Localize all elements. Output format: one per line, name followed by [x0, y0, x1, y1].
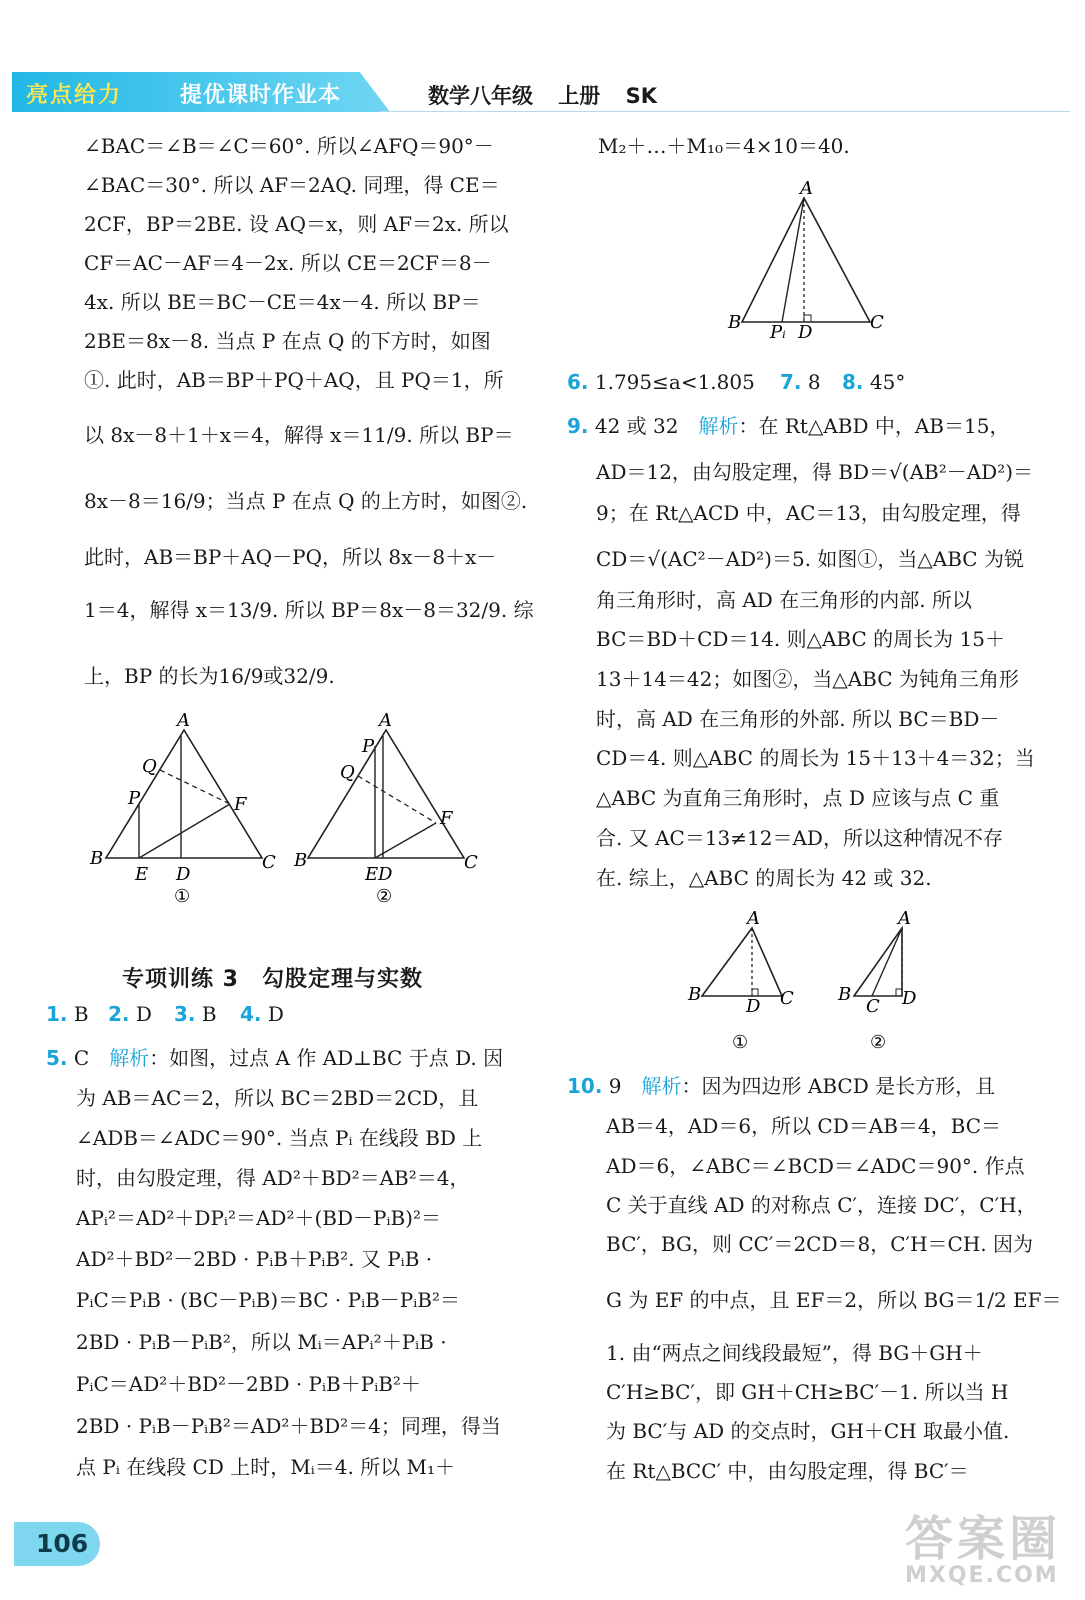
text-line: 2BD · PᵢB－PᵢB²＝AD²＋BD²＝4；同理，得当	[76, 1414, 501, 1438]
text-line: 2CF，BP＝2BE. 设 AQ＝x，则 AF＝2x. 所以	[84, 212, 509, 236]
answer-item: 4. D	[240, 1002, 284, 1026]
text-line: 2BE＝8x－8. 当点 P 在点 Q 的下方时，如图	[84, 329, 491, 353]
text-line: 上，BP 的长为16/9或32/9.	[84, 664, 335, 688]
figure-label: ②	[376, 886, 393, 907]
segment-ef	[139, 804, 230, 858]
q10-first-line: 10. 9 解析：因为四边形 ABCD 是长方形，且	[567, 1074, 996, 1098]
text-line: BC＝BD＋CD＝14. 则△ABC 的周长为 15＋	[596, 627, 1005, 651]
text-line: 1. 由“两点之间线段最短”，得 BG＋GH＋	[606, 1341, 983, 1365]
text-line: AD＝12，由勾股定理，得 BD＝√(AB²－AD²)＝	[596, 460, 1034, 484]
text-line: 在. 综上，△ABC 的周长为 42 或 32.	[596, 866, 932, 890]
text-line: C′H≥BC′，即 GH＋CH≥BC′－1. 所以当 H	[606, 1380, 1009, 1404]
watermark	[905, 1500, 1061, 1588]
label-c: C	[464, 852, 478, 873]
figure-q9-1	[687, 908, 794, 1053]
text-line: AD＝6，∠ABC＝∠BCD＝∠ADC＝90°. 作点	[606, 1154, 1025, 1178]
label-b: B	[90, 848, 104, 869]
triangle-abd	[854, 928, 902, 996]
label-d: D	[746, 996, 761, 1017]
text-line: 13＋14＝42；如图②，当△ABC 为钝角三角形	[596, 667, 1019, 691]
label-b: B	[728, 312, 742, 333]
figure-label: ②	[870, 1032, 887, 1053]
brand-title: 亮点给力	[26, 83, 123, 108]
course-title: 数学八年级 上册 SK	[428, 84, 658, 108]
label-p: P	[362, 736, 375, 757]
answer-item: 7. 8	[780, 370, 821, 394]
page-number: 106	[36, 1529, 89, 1558]
label-a: A	[898, 908, 911, 929]
text-line: 此时，AB＝BP＋AQ－PQ，所以 8x－8＋x－	[84, 545, 497, 569]
label-q: Q	[340, 762, 355, 783]
text-line: 8x－8＝16/9；当点 P 在点 Q 的上方时，如图②.	[84, 489, 528, 513]
text-line: CD＝4. 则△ABC 的周长为 15＋13＋4＝32；当	[596, 746, 1035, 770]
answer-item: 8. 45°	[842, 370, 906, 394]
text-line: 时，由勾股定理，得 AD²＋BD²＝AB²＝4，	[76, 1166, 470, 1190]
text-line: PᵢC＝PᵢB · (BC－PᵢB)＝BC · PᵢB－PᵢB²＝	[76, 1288, 461, 1312]
answer-item: 6. 1.795≤a<1.805	[567, 370, 755, 394]
figure-2	[293, 710, 478, 907]
text-line: ∠ADB＝∠ADC＝90°. 当点 Pᵢ 在线段 BD 上	[76, 1126, 483, 1150]
triangle-abc	[702, 928, 782, 996]
answer-item: 3. B	[174, 1002, 217, 1026]
text-line: ①. 此时，AB＝BP＋PQ＋AQ，且 PQ＝1，所	[84, 368, 504, 392]
page-number-badge	[14, 1522, 100, 1566]
text-line: G 为 EF 的中点，且 EF＝2，所以 BG＝1/2 EF＝	[606, 1288, 1062, 1312]
text-line: 为 AB＝AC＝2，所以 BC＝2BD＝2CD，且	[76, 1086, 479, 1110]
label-a: A	[747, 908, 760, 929]
figure-1	[89, 710, 276, 907]
text-line: M₂＋…＋M₁₀＝4×10＝40.	[598, 134, 850, 158]
label-c: C	[262, 852, 276, 873]
label-d: D	[902, 988, 917, 1009]
label-a: A	[379, 710, 392, 731]
label-e: E	[135, 864, 149, 885]
triangle-abc	[742, 198, 870, 322]
text-line: CD＝√(AC²－AD²)＝5. 如图①，当△ABC 为锐	[596, 547, 1024, 571]
answer-item: 2. D	[108, 1002, 152, 1026]
triangle-figures-q9	[680, 906, 940, 1056]
text-line: 时，高 AD 在三角形的外部. 所以 BC＝BD－	[596, 707, 1000, 731]
text-line: 合. 又 AC＝13≠12＝AD，所以这种情况不存	[596, 826, 1003, 850]
text-line: 点 Pᵢ 在线段 CD 上时，Mᵢ＝4. 所以 M₁＋	[76, 1455, 456, 1479]
label-c: C	[870, 312, 884, 333]
figure-label: ①	[732, 1032, 749, 1053]
text-line: AD²＋BD²－2BD · PᵢB＋PᵢB². 又 PᵢB ·	[76, 1247, 433, 1271]
label-d: D	[798, 322, 813, 343]
label-a: A	[177, 710, 190, 731]
text-line: APᵢ²＝AD²＋DPᵢ²＝AD²＋(BD－PᵢB)²＝	[76, 1206, 441, 1230]
label-pi: Pᵢ	[770, 322, 786, 343]
label-f: F	[234, 794, 247, 815]
label-d: D	[176, 864, 191, 885]
watermark-url: MXQE.COM	[905, 1563, 1059, 1588]
text-line: 9；在 Rt△ACD 中，AC＝13，由勾股定理，得	[596, 501, 1021, 525]
section-title: 专项训练 3 勾股定理与实数	[122, 967, 423, 992]
text-line: ∠BAC＝∠B＝∠C＝60°. 所以∠AFQ＝90°－	[84, 134, 494, 158]
label-p: P	[128, 788, 141, 809]
text-line: ∠BAC＝30°. 所以 AF＝2AQ. 同理，得 CE＝	[84, 173, 500, 197]
segment-qf-2	[358, 776, 436, 823]
text-line: CF＝AC－AF＝4－2x. 所以 CE＝2CF＝8－	[84, 251, 492, 275]
text-line: 在 Rt△BCC′ 中，由勾股定理，得 BC′＝	[606, 1459, 969, 1483]
segment-ac	[872, 928, 902, 996]
text-line: BC′，BG，则 CC′＝2CD＝8，C′H＝CH. 因为	[606, 1232, 1033, 1256]
label-e: E	[365, 864, 379, 885]
label-b: B	[838, 984, 852, 1005]
text-line: C 关于直线 AD 的对称点 C′，连接 DC′，C′H，	[606, 1193, 1037, 1217]
label-f: F	[440, 808, 453, 829]
answer-item: 1. B	[46, 1002, 89, 1026]
right-angle-mark	[752, 989, 758, 996]
figure-label: ①	[174, 886, 191, 907]
right-angle-mark	[804, 315, 811, 322]
label-d: D	[378, 864, 393, 885]
q5-first-line: 5. C 解析：如图，过点 A 作 AD⊥BC 于点 D. 因	[46, 1046, 504, 1070]
text-line: PᵢC＝AD²＋BD²－2BD · PᵢB＋PᵢB²＋	[76, 1372, 421, 1396]
watermark-logo: 答案圈	[905, 1511, 1062, 1567]
label-b: B	[294, 850, 308, 871]
book-subtitle: 提优课时作业本	[180, 83, 342, 108]
triangle-figures-left	[84, 708, 504, 908]
segment-ef-2	[375, 823, 436, 858]
triangle-abc-2	[308, 730, 464, 858]
header-rule	[380, 111, 1070, 112]
q9-first-line: 9. 42 或 32 解析：在 Rt△ABD 中，AB＝15，	[567, 414, 1010, 438]
figure-q9-2	[837, 908, 917, 1053]
text-line: 1＝4，解得 x＝13/9. 所以 BP＝8x－8＝32/9. 综	[84, 598, 534, 622]
text-line: 2BD · PᵢB－PᵢB²，所以 Mᵢ＝APᵢ²＋PᵢB ·	[76, 1330, 447, 1354]
text-line: 以 8x－8＋1＋x＝4，解得 x＝11/9. 所以 BP＝	[84, 423, 514, 447]
text-line: AB＝4，AD＝6，所以 CD＝AB＝4，BC＝	[606, 1114, 1001, 1138]
text-line: 为 BC′与 AD 的交点时，GH＋CH 取最小值.	[606, 1419, 1010, 1443]
text-line: 4x. 所以 BE＝BC－CE＝4x－4. 所以 BP＝	[84, 290, 481, 314]
label-b: B	[688, 984, 702, 1005]
triangle-figure-q5	[720, 176, 900, 344]
label-q: Q	[142, 756, 157, 777]
text-line: △ABC 为直角三角形时，点 D 应该与点 C 重	[596, 786, 1000, 810]
text-line: 角三角形时，高 AD 在三角形的内部. 所以	[596, 588, 972, 612]
label-a: A	[800, 178, 813, 199]
segment-api	[782, 198, 804, 322]
label-c: C	[866, 996, 880, 1017]
label-c: C	[780, 988, 794, 1009]
